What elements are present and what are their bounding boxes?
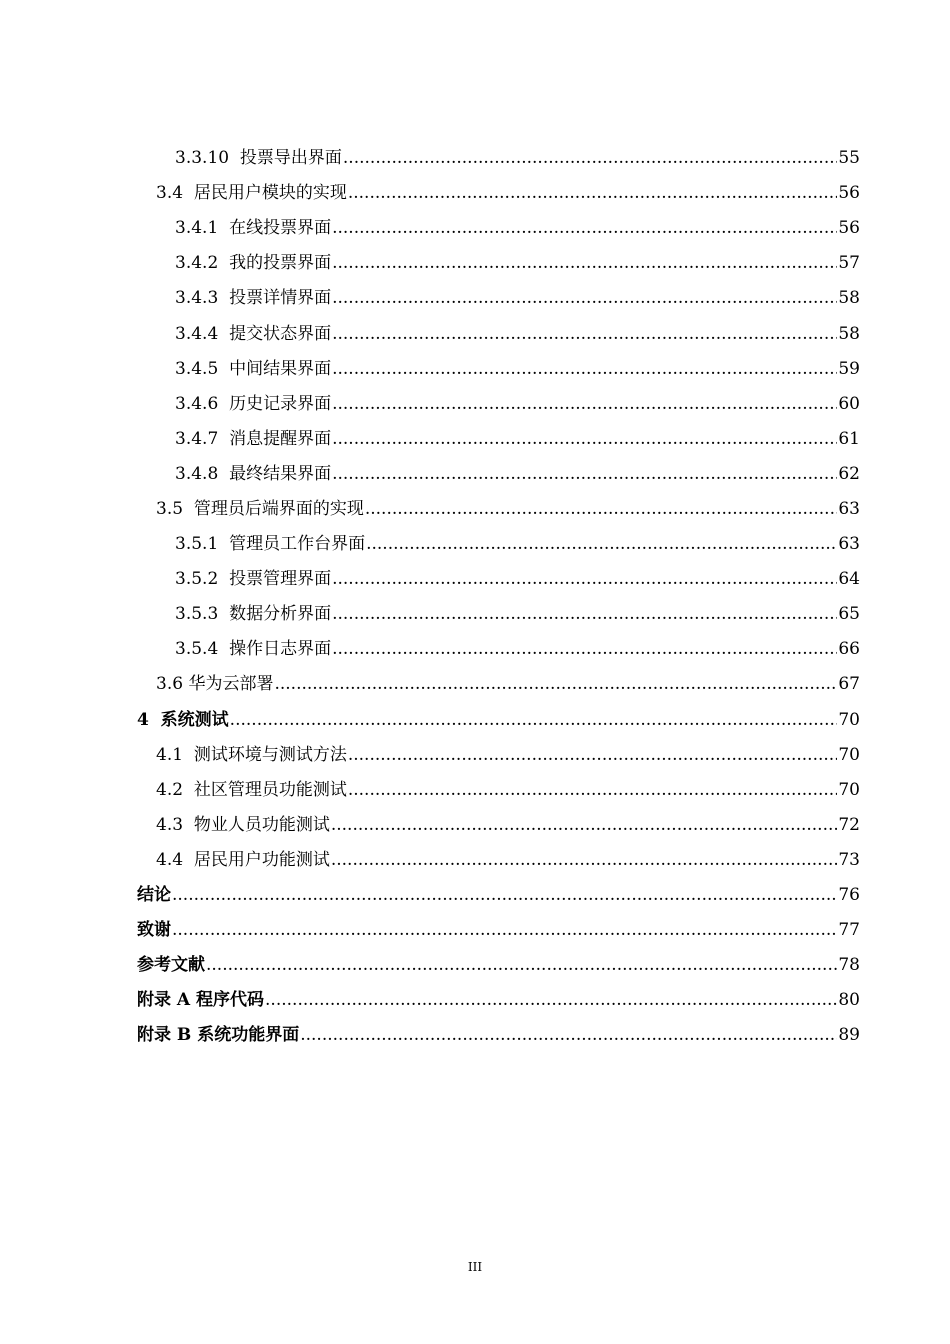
toc-dot-leader [348,780,838,800]
toc-entry-page: 56 [838,183,860,204]
toc-entry-page: 63 [838,498,860,519]
toc-entry-number: 3.5.4 [175,639,230,660]
toc-dot-leader [206,955,837,975]
toc-dot-leader [274,674,837,694]
toc-entry-title: 社区管理员功能测试 [193,779,347,800]
toc-entry-page: 58 [838,288,860,309]
toc-entry-title: 参考文献 [137,955,205,976]
toc-entry-title: 华为云部署 [188,674,274,695]
toc-entry-page: 77 [838,920,860,941]
toc-entry-number: 3.4.7 [175,428,230,449]
toc-entry-title: 数据分析界面 [229,604,332,625]
toc-dot-leader [332,218,837,238]
toc-entry-title: 最终结果界面 [229,463,332,484]
toc-dot-leader [172,920,837,940]
toc-entry-number: 3.4.6 [175,393,230,414]
toc-entry-number: 4 [137,709,161,730]
toc-entry-page: 56 [838,218,860,239]
toc-entry-title: 居民用户功能测试 [193,849,330,870]
toc-entry-number: 3.4 [156,183,194,204]
toc-entry-3-5-1[interactable] [0,524,950,559]
toc-entry-4-3[interactable] [0,805,950,840]
toc-entry-number: 3.5.3 [175,604,230,625]
toc-dot-leader [366,534,837,554]
toc-entry-page: 72 [838,814,860,835]
toc-entry-title: 附录 B 系统功能界面 [137,1025,300,1046]
toc-entry-title: 消息提醒界面 [229,428,332,449]
toc-dot-leader [332,359,837,379]
toc-entry-3-4-8[interactable] [0,454,950,489]
toc-entry-number: 3.5 [156,498,194,519]
toc-dot-leader [332,569,837,589]
toc-entry-3-5-3[interactable] [0,594,950,629]
toc-dot-leader [332,464,837,484]
toc-dot-leader [348,745,838,765]
toc-entry-3-4-3[interactable] [0,278,950,313]
toc-entry-page: 76 [838,885,860,906]
toc-entry-title: 在线投票界面 [229,218,332,239]
toc-entry-page: 60 [838,393,860,414]
toc-entry-page: 70 [838,709,860,730]
toc-dot-leader [332,639,837,659]
toc-entry-3-6[interactable] [0,664,950,699]
toc-dot-leader [332,604,837,624]
toc-entry-4[interactable] [0,700,950,735]
toc-entry-title: 系统测试 [160,709,229,730]
toc-entry-page: 66 [838,639,860,660]
toc-entry-page: 73 [838,849,860,870]
toc-entry-page: 63 [838,534,860,555]
toc-entry-title: 管理员后端界面的实现 [193,498,364,519]
toc-entry-3-4-4[interactable] [0,313,950,348]
toc-entry-page: 67 [838,674,860,695]
toc-dot-leader [172,885,837,905]
toc-entry-number: 3.4.3 [175,288,230,309]
toc-dot-leader [332,288,837,308]
toc-entry-references[interactable] [0,945,950,980]
toc-dot-leader [230,710,838,730]
toc-entry-title: 投票导出界面 [239,148,342,169]
toc-entry-4-2[interactable] [0,770,950,805]
toc-entry-title: 管理员工作台界面 [229,534,366,555]
toc-entry-3-5[interactable] [0,489,950,524]
toc-entry-conclusion[interactable] [0,875,950,910]
toc-entry-number: 4.4 [156,849,194,870]
toc-entry-acknowledgements[interactable] [0,910,950,945]
toc-dot-leader [331,850,838,870]
toc-dot-leader [348,183,838,203]
toc-entry-page: 61 [838,428,860,449]
toc-entry-title: 中间结果界面 [229,358,332,379]
toc-entry-number: 3.4.2 [175,253,230,274]
toc-entry-4-1[interactable] [0,735,950,770]
toc-entry-title: 提交状态界面 [229,323,332,344]
toc-entry-number: 3.4.5 [175,358,230,379]
toc-entry-appendix-a[interactable] [0,980,950,1015]
toc-entry-title: 我的投票界面 [229,253,332,274]
toc-dot-leader [343,148,837,168]
toc-entry-title: 操作日志界面 [229,639,332,660]
toc-dot-leader [331,815,838,835]
page-footer-number: III [467,1260,483,1274]
toc-entry-page: 55 [838,148,860,169]
toc-entry-number: 3.5.1 [175,534,230,555]
toc-entry-title: 投票详情界面 [229,288,332,309]
toc-entry-number: 3.5.2 [175,569,230,590]
toc-entry-3-5-4[interactable] [0,629,950,664]
toc-entry-title: 物业人员功能测试 [193,814,330,835]
toc-entry-page: 58 [838,323,860,344]
toc-entry-title: 致谢 [137,920,171,941]
toc-entry-3-5-2[interactable] [0,559,950,594]
toc-entry-3-4[interactable] [0,173,950,208]
toc-entry-number: 4.3 [156,814,194,835]
toc-entry-3-4-2[interactable] [0,243,950,278]
toc-entry-3-4-7[interactable] [0,419,950,454]
toc-entry-3-4-6[interactable] [0,384,950,419]
toc-entry-page: 70 [838,744,860,765]
toc-entry-title: 历史记录界面 [229,393,332,414]
toc-dot-leader [332,429,837,449]
toc-entry-page: 65 [838,604,860,625]
toc-dot-leader [300,1025,837,1045]
toc-entry-page: 80 [838,990,860,1011]
table-of-contents [0,138,950,1050]
toc-entry-3-4-1[interactable] [0,208,950,243]
toc-entry-page: 62 [838,463,860,484]
toc-entry-number: 4.1 [156,744,194,765]
toc-entry-4-4[interactable] [0,840,950,875]
toc-entry-title: 测试环境与测试方法 [193,744,347,765]
toc-entry-title: 投票管理界面 [229,569,332,590]
toc-dot-leader [332,394,837,414]
toc-entry-number: 3.3.10 [175,148,240,169]
toc-entry-page: 78 [838,955,860,976]
toc-entry-number: 3.6 [156,674,189,695]
toc-entry-number: 3.4.1 [175,218,230,239]
toc-entry-3-4-5[interactable] [0,349,950,384]
toc-entry-title: 结论 [137,885,171,906]
toc-entry-page: 89 [838,1025,860,1046]
toc-entry-page: 70 [838,779,860,800]
toc-dot-leader [332,253,837,273]
toc-entry-3-3-10[interactable] [0,138,950,173]
toc-entry-page: 57 [838,253,860,274]
toc-entry-number: 4.2 [156,779,194,800]
toc-entry-appendix-b[interactable] [0,1015,950,1050]
toc-entry-title: 附录 A 程序代码 [137,990,265,1011]
toc-entry-number: 3.4.4 [175,323,230,344]
toc-dot-leader [332,324,837,344]
toc-entry-page: 59 [838,358,860,379]
toc-entry-page: 64 [838,569,860,590]
toc-entry-title: 居民用户模块的实现 [193,183,347,204]
toc-entry-number: 3.4.8 [175,463,230,484]
toc-dot-leader [265,990,837,1010]
toc-dot-leader [365,499,838,519]
